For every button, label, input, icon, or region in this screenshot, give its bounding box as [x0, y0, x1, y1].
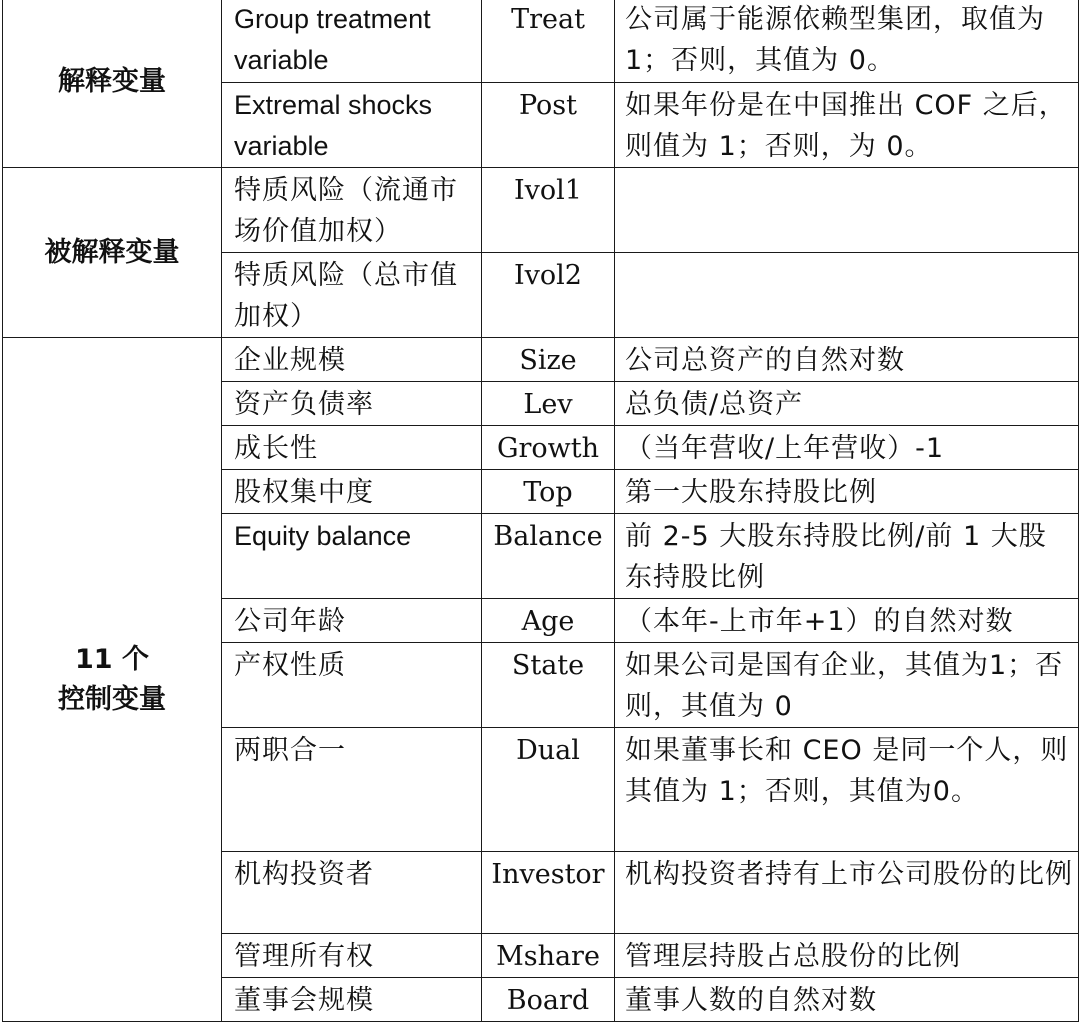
- variable-symbol: State: [482, 643, 615, 728]
- variable-name: 管理所有权: [222, 934, 482, 978]
- variable-name: 成长性: [222, 426, 482, 470]
- category-label-line2: 控制变量: [58, 683, 166, 715]
- variable-definition: 公司总资产的自然对数: [615, 338, 1079, 382]
- variable-name: Equity balance: [222, 514, 482, 599]
- variable-name: 资产负债率: [222, 382, 482, 426]
- variable-symbol: Post: [482, 83, 615, 168]
- category-label: 解释变量: [58, 66, 166, 97]
- variable-name: 机构投资者: [222, 852, 482, 934]
- variable-name: Group treatment variable: [222, 0, 482, 83]
- variable-definition: [615, 253, 1079, 338]
- variable-definition: （当年营收/上年营收）-1: [615, 426, 1079, 470]
- variable-symbol: Dual: [482, 728, 615, 852]
- variable-symbol: Age: [482, 599, 615, 643]
- variable-definition: （本年-上市年+1）的自然对数: [615, 599, 1079, 643]
- variable-definition: 如果年份是在中国推出 COF 之后，则值为 1；否则，为 0。: [615, 83, 1079, 168]
- variable-symbol: Investor: [482, 852, 615, 934]
- category-cell-dependent: [3, 168, 222, 338]
- variable-definition: 第一大股东持股比例: [615, 470, 1079, 514]
- variable-symbol: Mshare: [482, 934, 615, 978]
- variable-symbol: Lev: [482, 382, 615, 426]
- category-cell-explanatory: [3, 0, 222, 168]
- variable-name: 特质风险（流通市场价值加权）: [222, 168, 482, 253]
- category-label-line1: 11 个: [75, 643, 149, 675]
- variable-definition: 如果公司是国有企业，其值为1；否则，其值为 0: [615, 643, 1079, 728]
- variable-definition: 机构投资者持有上市公司股份的比例: [615, 852, 1079, 934]
- table-row: [3, 338, 1079, 382]
- variable-name: 公司年龄: [222, 599, 482, 643]
- variable-symbol: Treat: [482, 0, 615, 83]
- variable-symbol: Balance: [482, 514, 615, 599]
- category-label: 被解释变量: [44, 236, 180, 268]
- variable-name: 董事会规模: [222, 978, 482, 1022]
- variable-name: 特质风险（总市值加权）: [222, 253, 482, 338]
- variable-definition: 总负债/总资产: [615, 382, 1079, 426]
- variable-name: 产权性质: [222, 643, 482, 728]
- variable-symbol: Top: [482, 470, 615, 514]
- variable-symbol: Size: [482, 338, 615, 382]
- variable-definition: [615, 168, 1079, 253]
- table-row: [3, 168, 1079, 253]
- variable-symbol: Growth: [482, 426, 615, 470]
- variable-name: 股权集中度: [222, 470, 482, 514]
- category-cell-control: [3, 338, 222, 1022]
- variable-definition: 前 2-5 大股东持股比例/前 1 大股东持股比例: [615, 514, 1079, 599]
- variable-definition: 公司属于能源依赖型集团，取值为 1；否则，其值为 0。: [615, 0, 1079, 83]
- variable-symbol: Ivol2: [482, 253, 615, 338]
- table-row: [3, 0, 1079, 83]
- variable-name: 两职合一: [222, 728, 482, 852]
- variable-definition-table: [2, 0, 1079, 1022]
- variable-symbol: Board: [482, 978, 615, 1022]
- variable-name: 企业规模: [222, 338, 482, 382]
- variable-name: Extremal shocks variable: [222, 83, 482, 168]
- variable-symbol: Ivol1: [482, 168, 615, 253]
- variable-definition: 董事人数的自然对数: [615, 978, 1079, 1022]
- variable-definition: 如果董事长和 CEO 是同一个人，则其值为 1；否则，其值为0。: [615, 728, 1079, 852]
- variable-definition: 管理层持股占总股份的比例: [615, 934, 1079, 978]
